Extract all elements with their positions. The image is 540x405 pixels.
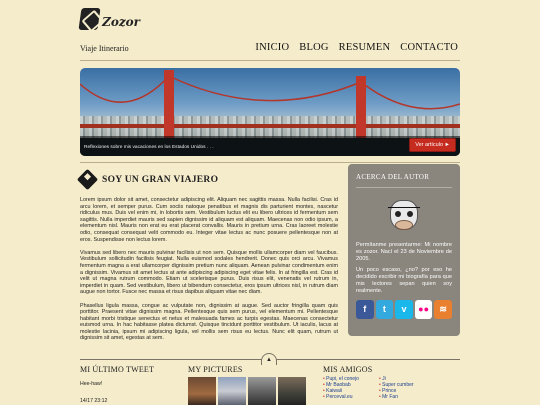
vimeo-icon[interactable] [395, 300, 413, 319]
hero-bridge-tower [164, 70, 174, 140]
rss-glyph: ≋ [439, 303, 447, 314]
about-paragraph: Permítanme presentarme: Mi nombre es zozor. Nací el 23 de Noviembre de 2005. [356, 242, 452, 262]
tweet-time: 14/17 23:12 [80, 398, 108, 404]
snout-icon [395, 220, 413, 230]
article-paragraph: Phasellus ligula massa, congue ac vulputate non, dignissim at augue. Sed auctor fringilla quam quis porttitor. Praesent vitae dignissim magna. Pellentesque quis sem purus, vel elementum mi. Pellentesque habitant morbi tristique senectus et netus et malesuada fames ac turpis egestas. Maecenas consectetur euismod urna. In hac habitasse platea dictumst. Quisque tincidunt porttitor vestibulum. Ut iaculis, lacus at molestie lacinia, ipsum mi adipiscing ligula, vel mollis sem risus eu lectus. Nunc elit quam, rutrum ut dignissim sit amet, egestas at sem. [80, 302, 338, 342]
site-tagline: Viaje Itinerario [80, 44, 129, 53]
hero-divider [80, 162, 460, 163]
view-article-button[interactable]: Ver artículo ► [409, 138, 456, 152]
about-title: ACERCA DEL AUTOR [356, 173, 430, 181]
article-heading [80, 172, 218, 187]
hero-caption: Reflexiones sobre mis vacaciones en los Estados Unidos . . . [84, 145, 214, 150]
pictures-section [188, 365, 306, 405]
friends-list [323, 376, 429, 400]
logo-text: Zozor [102, 15, 140, 29]
about-divider [356, 187, 452, 188]
twitter-icon[interactable] [376, 300, 394, 319]
picture-thumbnail[interactable] [248, 377, 276, 405]
flickr-icon[interactable] [415, 300, 433, 319]
article-body [80, 197, 338, 349]
hero-banner [80, 68, 460, 156]
picture-thumbnails [188, 377, 306, 405]
pictures-title: MY PICTURES [188, 365, 243, 374]
friends-title: MIS AMIGOS [323, 365, 373, 374]
picture-thumbnail[interactable] [188, 377, 216, 405]
twitter-glyph: t [382, 304, 386, 315]
main-nav [255, 42, 458, 53]
friend-link[interactable]: • Prince [379, 388, 429, 394]
nav-blog[interactable]: BLOG [299, 42, 329, 53]
friend-link[interactable]: • Mr Fan [379, 394, 429, 400]
picture-thumbnail[interactable] [278, 377, 306, 405]
flickr-glyph: ●● [418, 304, 430, 315]
article-title: SOY UN GRAN VIAJERO [102, 174, 219, 185]
nav-contacto[interactable]: CONTACTO [400, 42, 458, 53]
page [80, 0, 460, 405]
tweet-text: Hee-haw! [80, 381, 103, 387]
vimeo-glyph: v [401, 304, 407, 315]
latest-tweet-section [80, 365, 154, 404]
friends-section [323, 365, 429, 400]
friend-link[interactable]: • Super cumber [379, 382, 429, 388]
picture-thumbnail[interactable] [218, 377, 246, 405]
friend-link[interactable]: • Perceval.eu [323, 394, 379, 400]
scroll-top-icon[interactable]: ▲ [261, 353, 277, 365]
about-paragraph: Un poco escaso, ¿no? por eso he decidido escribir mi biografía para que mis lectores sepan quien soy realmente. [356, 267, 452, 294]
glasses-icon [388, 207, 420, 213]
about-author-panel [348, 164, 460, 336]
cube-icon [77, 169, 98, 190]
logo[interactable] [80, 4, 140, 34]
facebook-glyph: f [363, 304, 367, 315]
hero-bridge-deck [80, 124, 460, 128]
tweet-title: MI ÚLTIMO TWEET [80, 365, 155, 374]
friend-link[interactable]: • Kaiwaii [323, 388, 379, 394]
article-paragraph: Lorem ipsum dolor sit amet, consectetur adipiscing elit. Aliquam nec sagittis massa. Nulla facilisi. Cras id arcu lorem, et semper purus. Cum sociis natoque penatibus et magnis dis parturient montes, nascetur ridiculus mus. Duis vel enim mi, in lobortis sem. Vestibulum luctus elit eu libero ultrices id fermentum sem sagittis. Nulla imperdiet mauris sed sapien dignissim id aliquam est aliquam. Maecenas non odio ipsum, a elementum nisl. Mauris non erat eu erat placerat convallis. Mauris in pretium urna. Cras laoreet molestie odio, consequat consequat velit commodo eu. Integer vitae lectus ac nunc posuere pellentesque non at eros. Suspendisse non lectus lorem. [80, 197, 338, 243]
hero-bridge-tower [356, 76, 366, 138]
rss-icon[interactable] [434, 300, 452, 319]
logo-mark-icon [78, 8, 100, 30]
facebook-icon[interactable] [356, 300, 374, 319]
nav-inicio[interactable]: INICIO [255, 42, 290, 53]
author-avatar [381, 192, 427, 236]
friend-link[interactable]: • Ji [379, 376, 429, 382]
about-text [356, 242, 452, 295]
friend-link[interactable]: • Pupi, el conejo [323, 376, 379, 382]
friend-link[interactable]: • Mr Baobab [323, 382, 379, 388]
nav-resumen[interactable]: RESUMEN [338, 42, 391, 53]
article-paragraph: Vivamus sed libero nec mauris pulvinar facilisis ut non sem. Quisque mollis ullamcorper diam vel faucibus. Vestibulum sollicitudin facilisis feugiat. Nulla euismod sodales hendrerit. Donec quis orci arcu. Vivamus fermentum magna a erat ullamcorper dignissim pretium nunc aliquam. Aenean pulvinar condimentum enim a dignissim. Vivamus sit amet lectus at ante adipiscing adipiscing eget vitae felis. In at fringilla est. Cras id velit ut magna rutrum commodo. Etiam ut scelerisque purus. Duis risus elit, venenatis vel rutrum in, imperdiet in quam. Sed vestibulum, libero ut bibendum consectetur, eros ipsum ultrices nisl, in rutrum diam augue non tortor. Fusce nec massa et risus dapibus aliquam vitae nec diam. [80, 249, 338, 296]
social-links [356, 300, 452, 319]
header-divider [80, 60, 460, 61]
